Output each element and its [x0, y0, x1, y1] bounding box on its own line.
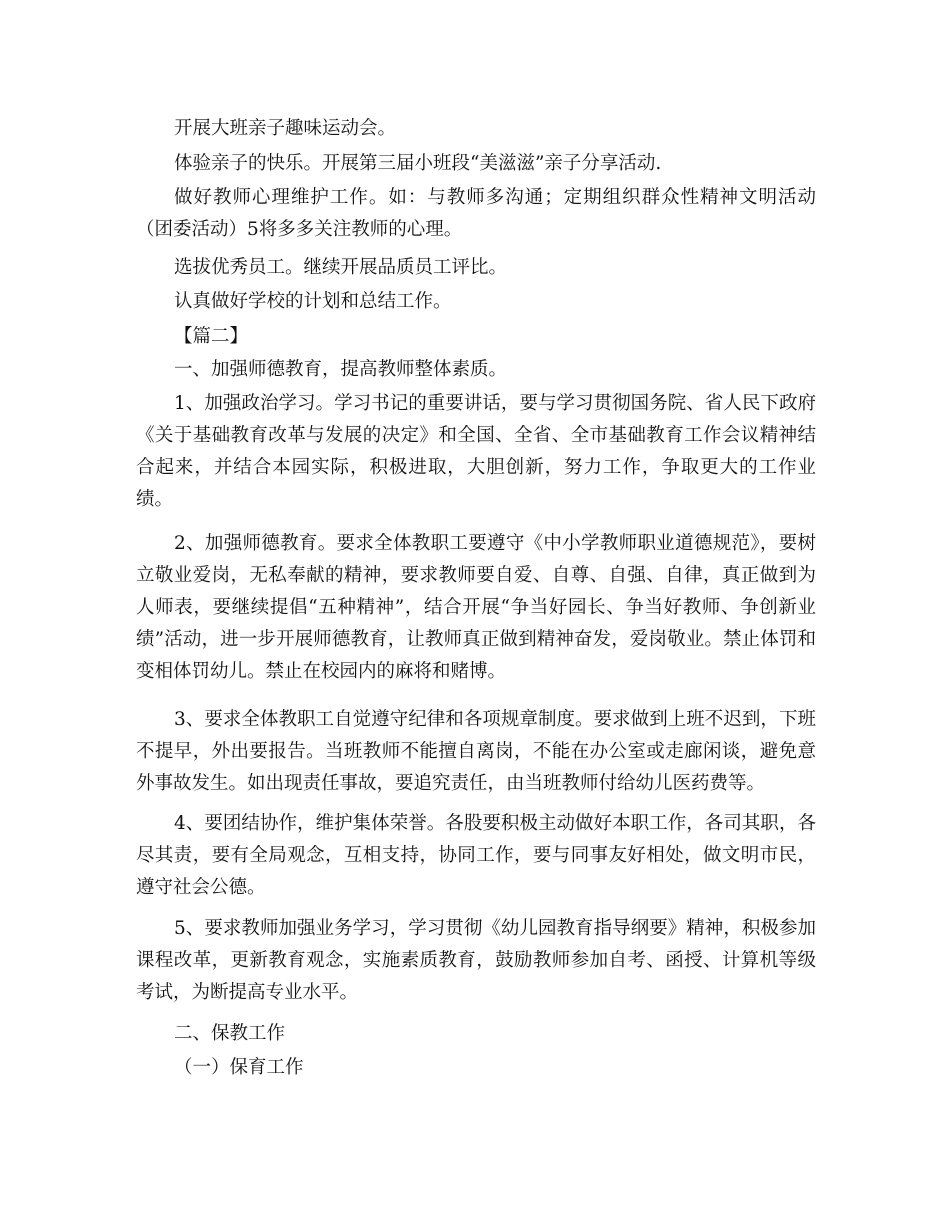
heading-1: 一、加强师德教育，提高教师整体素质。 [174, 359, 508, 380]
paragraph-1: 开展大班亲子趣味运动会。 [174, 118, 397, 139]
paragraph-2: 体验亲子的快乐。开展第三届小班段“美滋滋”亲子分享活动. [174, 153, 662, 174]
paragraph-item-1: 1、加强政治学习。学习书记的重要讲话，要与学习贯彻国务院、省人民下政府《关于基础教育改革与发展的决定》和全国、全省、全市基础教育工作会议精神结合起来，并结合本园实际，积极进取，大胆创新，努力工作，争取更大的工作业绩。 [136, 393, 816, 510]
paragraph-item-2: 2、加强师德教育。要求全体教职工要遵守《中小学教师职业道德规范》，要树立敬业爱岗，无私奉献的精神，要求教师要自爱、自尊、自强、自律，真正做到为人师表，要继续提倡“五种精神”，结合开展“争当好园长、争当好教师、争创新业绩”活动，进一步开展师德教育，让教师真正做到精神奋发，爱岗敬业。禁止体罚和变相体罚幼儿。禁止在校园内的麻将和赌博。 [136, 533, 816, 682]
paragraph-item-3: 3、要求全体教职工自觉遵守纪律和各项规章制度。要求做到上班不迟到，下班不提早，外出要报告。当班教师不能擅自离岗，不能在办公室或走廊闲谈，避免意外事故发生。如出现责任事故，要追究责任，由当班教师付给幼儿医药费等。 [136, 709, 816, 794]
paragraph-item-4: 4、要团结协作，维护集体荣誉。各股要积极主动做好本职工作，各司其职，各尽其责，要有全局观念，互相支持，协同工作，要与同事友好相处，做文明市民，遵守社会公德。 [136, 813, 816, 898]
section-heading-pian-er: 【篇二】 [174, 326, 249, 347]
paragraph-4: 选拔优秀员工。继续开展品质员工评比。 [174, 257, 508, 278]
paragraph-3: 做好教师心理维护工作。如：与教师多沟通；定期组织群众性精神文明活动（团委活动）5将多多关注教师的心理。 [136, 187, 816, 240]
paragraph-5: 认真做好学校的计划和总结工作。 [174, 291, 452, 312]
heading-2: 二、保教工作 [174, 1023, 286, 1044]
subheading-1: （一）保育工作 [174, 1057, 304, 1078]
paragraph-item-5: 5、要求教师加强业务学习，学习贯彻《幼儿园教育指导纲要》精神，积极参加课程改革，更新教育观念，实施素质教育，鼓励教师参加自考、函授、计算机等级考试，为断提高专业水平。 [136, 918, 816, 1003]
